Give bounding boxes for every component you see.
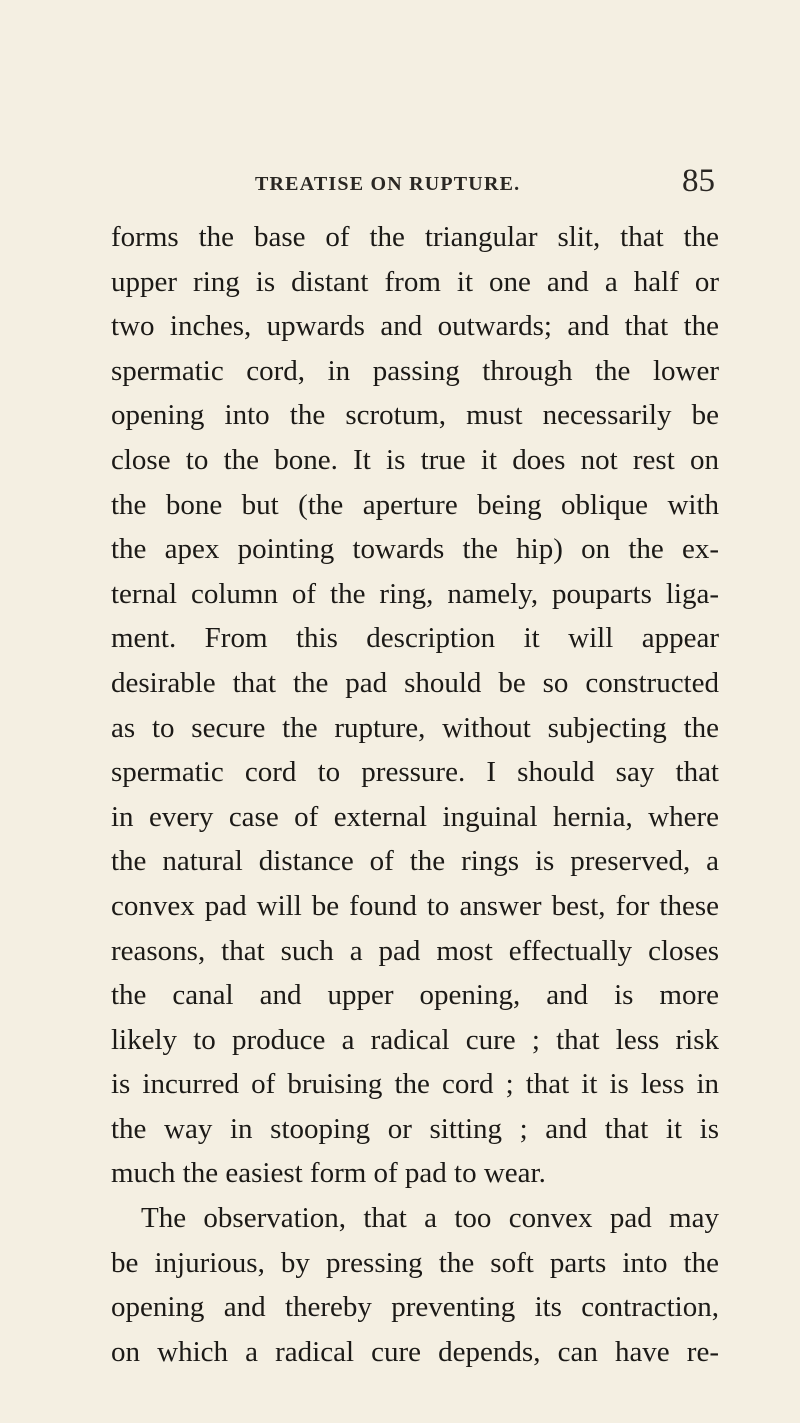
text-line: spermatic cord, in passing through the lower xyxy=(111,354,719,387)
text-line: spermatic cord to pressure. I should say that xyxy=(111,756,719,789)
running-title: TREATISE ON RUPTURE. xyxy=(255,173,521,195)
text-line: forms the base of the triangular slit, that the xyxy=(111,221,719,253)
text-line: upper ring is distant from it one and a half or xyxy=(111,265,719,298)
text-line: opening and thereby preventing its contraction, xyxy=(111,1291,719,1324)
text-line: ment. From this description it will appear xyxy=(111,622,719,655)
text-line: on which a radical cure depends, can have re- xyxy=(111,1335,719,1368)
text-line: the canal and upper opening, and is more xyxy=(111,979,719,1012)
text-line: close to the bone. It is true it does not rest on xyxy=(111,443,719,476)
text-line: in every case of external inguinal hernia, where xyxy=(111,800,719,833)
page-number: 85 xyxy=(682,163,715,199)
text-line: is incurred of bruising the cord ; that it is less in xyxy=(111,1068,719,1101)
text-line: The observation, that a too convex pad may xyxy=(141,1202,719,1235)
text-line: likely to produce a radical cure ; that less risk xyxy=(111,1023,719,1056)
text-line: the natural distance of the rings is preserved, a xyxy=(111,845,719,878)
text-line: the bone but (the aperture being oblique with xyxy=(111,488,719,521)
text-line: much the easiest form of pad to wear. xyxy=(111,1157,546,1190)
body-text xyxy=(111,215,719,1374)
text-line: be injurious, by pressing the soft parts into the xyxy=(111,1246,719,1279)
text-line: reasons, that such a pad most effectually closes xyxy=(111,934,719,967)
text-line: desirable that the pad should be so constructed xyxy=(111,666,719,699)
text-line: convex pad will be found to answer best, for these xyxy=(111,889,719,922)
text-line: as to secure the rupture, without subjecting the xyxy=(111,711,719,744)
running-head xyxy=(255,163,715,203)
text-line: ternal column of the ring, namely, pouparts liga- xyxy=(111,577,719,610)
text-line: two inches, upwards and outwards; and that the xyxy=(111,310,719,343)
text-line: the way in stooping or sitting ; and that it is xyxy=(111,1112,719,1145)
text-line: opening into the scrotum, must necessarily be xyxy=(111,399,719,432)
text-line: the apex pointing towards the hip) on the ex- xyxy=(111,533,719,566)
